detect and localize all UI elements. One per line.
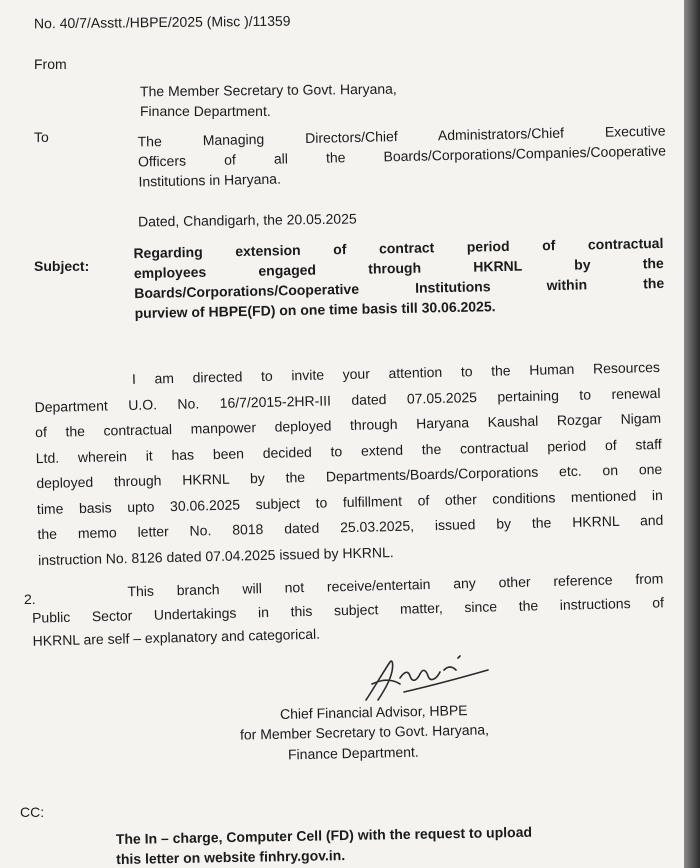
paragraph-line: This branch will not receive/entertain any other reference from [127, 570, 664, 600]
paragraph-line: time basis upto 30.06.2025 subject to fulfillment of other conditions mentioned in [36, 486, 663, 517]
from-label: From [34, 56, 67, 72]
subject-label: Subject: [34, 258, 90, 274]
recipient-line: The Managing Directors/Chief Administrators/Chief Executive [137, 122, 666, 150]
signatory-designation: Chief Financial Advisor, HBPE [279, 702, 468, 722]
cc-block [116, 819, 684, 868]
cc-label: CC: [20, 804, 45, 820]
sender-line-1: The Member Secretary to Govt. Haryana, [139, 80, 397, 100]
subject-line: Regarding extension of contract period of contractual [133, 234, 664, 262]
sender-line-2: Finance Department. [140, 103, 271, 119]
page-edge-shadow [684, 0, 700, 868]
paragraph-line: instruction No. 8126 dated 07.04.2025 issued by HKRNL. [37, 543, 394, 568]
handwritten-signature [360, 648, 490, 708]
paragraph-line: Ltd. wherein it has been decided to extend the contractual period of staff [35, 435, 662, 466]
subject-line: purview of HBPE(FD) on one time basis till 30.06.2025. [134, 298, 496, 322]
paragraph-line: HKRNL are self – explanatory and categorical. [32, 625, 321, 649]
paragraph-line: deployed through HKRNL by the Departments/Boards/Corporations etc. on one [36, 460, 663, 492]
recipient-block [137, 120, 666, 191]
to-label: To [34, 129, 49, 145]
recipient-line: Officers of all the Boards/Corporations/Companies/Cooperative [137, 142, 667, 170]
cc-line: The In – charge, Computer Cell (FD) with the request to upload [115, 823, 533, 848]
paragraph-2-number: 2. [24, 591, 36, 607]
paragraph-line: of the contractual manpower deployed through Haryana Kaushal Rozgar Nigam [35, 409, 662, 441]
paragraph-1 [34, 355, 664, 573]
paragraph-line: the memo letter No. 8018 dated 25.03.2025, issued by the HKRNL and [37, 511, 664, 543]
subject-line: employees engaged through HKRNL by the [133, 254, 664, 282]
paragraph-line: Public Sector Undertakings in this subject matter, since the instructions of [31, 593, 665, 626]
reference-number: No. 40/7/Asstt./HBPE/2025 (Misc )/11359 [33, 12, 291, 32]
signatory-line-2: for Member Secretary to Govt. Haryana, [239, 721, 490, 743]
subject-block [133, 233, 664, 323]
date-line: Dated, Chandigarh, the 20.05.2025 [137, 210, 357, 230]
recipient-line: Institutions in Haryana. [138, 170, 282, 190]
paragraph-2 [31, 567, 665, 653]
cc-line: this letter on website finhry.gov.in. [116, 847, 346, 868]
signatory-line-3: Finance Department. [287, 743, 419, 763]
paragraph-line: Department U.O. No. 16/7/2015-2HR-III dated 07.05.2025 pertaining to renewal [34, 384, 661, 415]
paragraph-line: I am directed to invite your attention to the Human Resources [131, 358, 661, 387]
subject-line: Boards/Corporations/Cooperative Institutions within the [134, 274, 665, 302]
